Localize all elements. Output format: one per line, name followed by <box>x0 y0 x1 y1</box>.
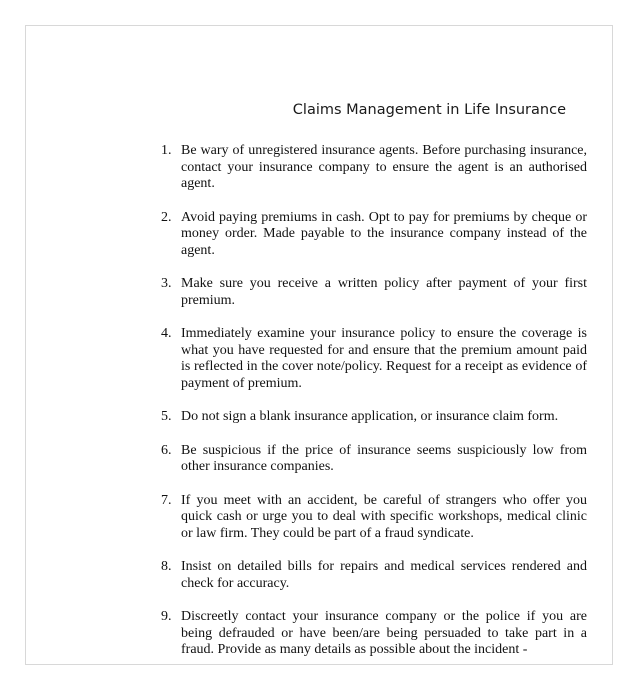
list-item-text: If you meet with an accident, be careful of strangers who offer you quick cash or urge you to deal with specific workshops, medical clinic or law firm. They could be part of a fraud syndicate. <box>181 492 587 541</box>
list-item-text: Do not sign a blank insurance application, or insurance claim form. <box>181 409 559 424</box>
list-item-number: 6. <box>161 442 172 458</box>
list-item-text: Avoid paying premiums in cash. Opt to pay for premiums by cheque or money order. Made payable to the insurance company instead of the agent. <box>181 209 587 258</box>
list-item <box>157 609 587 659</box>
list-item-number: 7. <box>161 492 172 508</box>
list-item <box>157 443 587 476</box>
list-item <box>157 409 587 426</box>
document-title: Claims Management in Life Insurance <box>292 102 566 118</box>
document-page <box>25 25 613 665</box>
list-item-number: 4. <box>161 326 172 341</box>
list-item-text: Be wary of unregistered insurance agents. Before purchasing insurance, contact your insurance company to ensure the agent is an authorised agent. <box>181 143 587 191</box>
list-item-text: Immediately examine your insurance policy to ensure the coverage is what you have requested for and ensure that the premium amount paid is reflected in the cover note/policy. Request for a receipt as evidence of payment of premium. <box>181 326 587 391</box>
list-item-text: Insist on detailed bills for repairs and medical services rendered and check for accuracy. <box>181 559 587 591</box>
list-item <box>157 326 587 392</box>
list-item <box>157 210 587 260</box>
list-item-number: 1. <box>161 143 172 158</box>
list-item <box>157 143 587 193</box>
list-item <box>157 559 587 592</box>
list-item-number: 3. <box>161 276 172 291</box>
list-item-text: Discreetly contact your insurance company or the police if you are being defrauded or have been/are being persuaded to take part in a fraud. Provide as many details as possible about the incident - <box>181 609 587 657</box>
list-item-number: 8. <box>161 559 172 574</box>
list-item <box>157 493 587 543</box>
tips-list <box>157 143 587 676</box>
list-item-number: 2. <box>161 209 172 225</box>
list-item-number: 5. <box>161 409 172 424</box>
list-item <box>157 276 587 309</box>
list-item-number: 9. <box>161 609 172 624</box>
list-item-text: Be suspicious if the price of insurance seems suspiciously low from other insurance companies. <box>181 442 587 474</box>
list-item-text: Make sure you receive a written policy after payment of your first premium. <box>181 276 587 308</box>
